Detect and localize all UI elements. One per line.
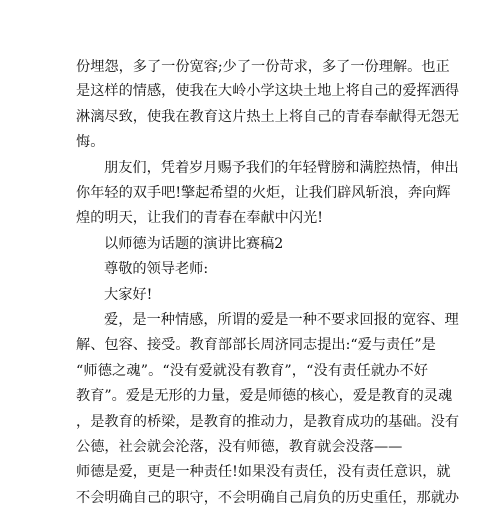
text-line-1: 份埋怨，多了一份宽容;少了一份苛求，多了一份理解。也正	[76, 59, 450, 75]
text-line-6: 你年轻的双手吧!擎起希望的火炬，让我们辟风斩浪，奔向辉	[76, 185, 451, 201]
section-heading: 以师德为话题的演讲比赛稿2	[104, 236, 284, 252]
text-line-3: 淋漓尽致，使我在教育这片热土上将自己的青春奉献得无怨无	[76, 109, 460, 125]
text-line-16: 公德，社会就会沦落，没有师德，教育就会没落——	[76, 439, 403, 455]
text-line-17: 师德是爱，更是一种责任!如果没有责任，没有责任意识，就	[76, 464, 451, 480]
text-line-7: 煌的明天，让我们的青春在奉献中闪光!	[76, 210, 323, 226]
text-line-18: 不会明确自己的职守，不会明确自己肩负的历史重任，那就办	[76, 490, 460, 506]
text-line-15: ，是教育的桥梁，是教育的推动力，是教育成功的基础。没有	[76, 414, 460, 430]
text-line-5: 朋友们，凭着岁月赐予我们的年轻臂膀和满腔热情，伸出	[104, 160, 459, 176]
greeting: 大家好!	[104, 287, 153, 303]
text-line-4: 悔。	[76, 134, 105, 150]
text-line-2: 是这样的情感，使我在大岭小学这块土地上将自己的爱挥洒得	[76, 83, 460, 99]
text-line-14: 教育”。爱是无形的力量，爱是师德的核心，爱是教育的灵魂	[76, 388, 453, 404]
text-line-12: 解、包容、接受。教育部部长周济同志提出:“爱与责任”是	[76, 337, 436, 353]
text-line-13: “师德之魂”。“没有爱就没有教育”，“没有责任就办不好	[76, 363, 428, 379]
salutation: 尊敬的领导老师:	[104, 261, 209, 277]
text-line-11: 爱，是一种情感，所谓的爱是一种不要求回报的宽容、理	[104, 312, 459, 328]
